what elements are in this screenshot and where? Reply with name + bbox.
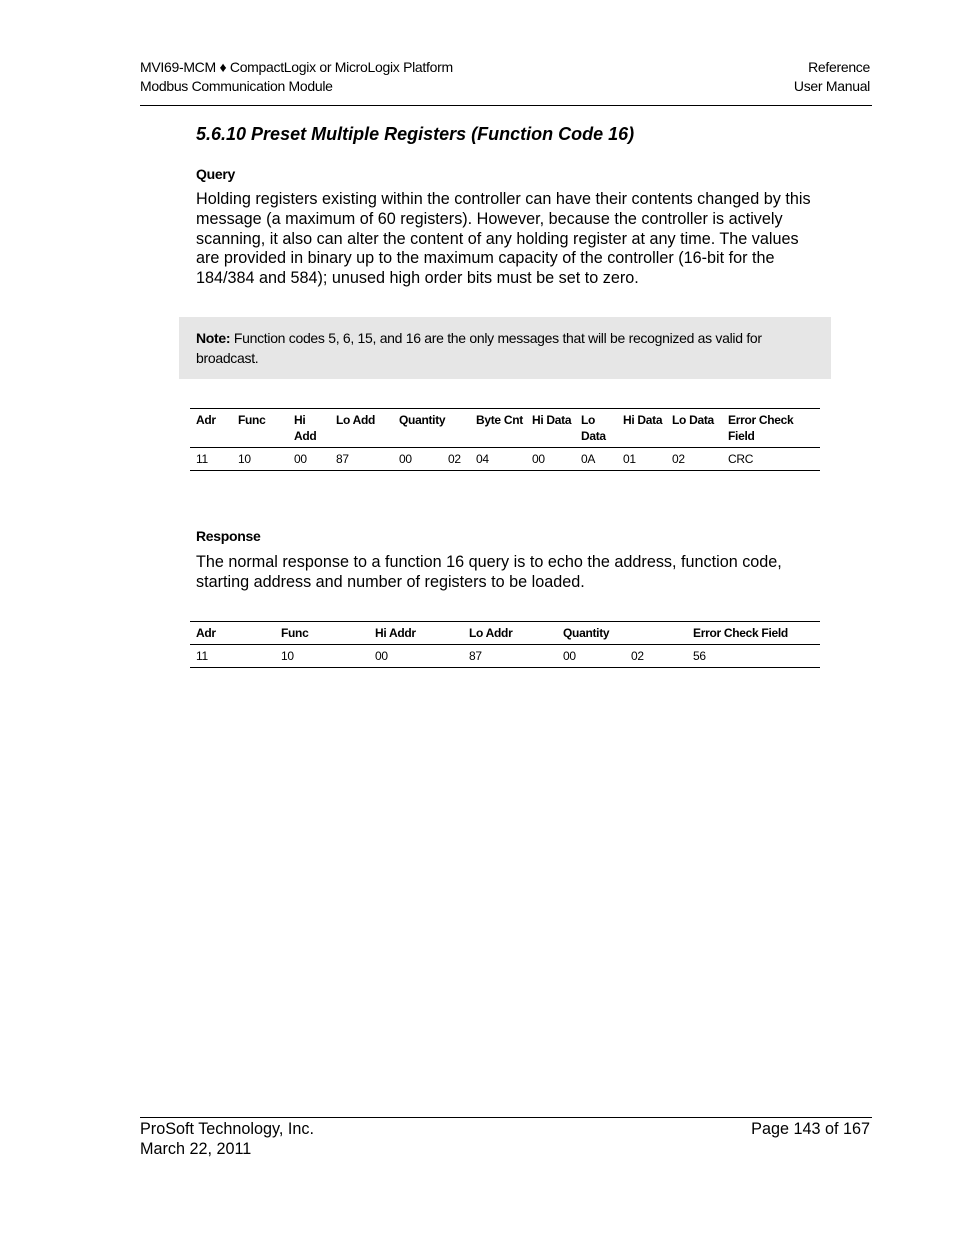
query-col-adr: Adr xyxy=(190,409,232,448)
table-cell: 11 xyxy=(190,645,275,668)
query-col-error-check: Error Check Field xyxy=(722,409,820,448)
response-heading: Response xyxy=(196,528,261,544)
table-row xyxy=(190,448,820,471)
page-number: Page 143 of 167 xyxy=(751,1120,870,1138)
table-cell: 02 xyxy=(625,645,687,668)
query-col-hi-add: Hi Add xyxy=(288,409,330,448)
table-cell: 04 xyxy=(470,448,526,471)
query-col-byte-cnt: Byte Cnt xyxy=(470,409,526,448)
table-cell: 56 xyxy=(687,645,820,668)
query-col-quantity-lo xyxy=(442,409,470,448)
query-col-hi-data-2: Hi Data xyxy=(617,409,666,448)
header-divider xyxy=(140,105,872,106)
query-col-func: Func xyxy=(232,409,288,448)
response-table-header-row xyxy=(190,622,820,645)
page-header-right xyxy=(794,58,870,96)
note-box xyxy=(179,317,831,379)
header-section-line: Reference xyxy=(808,59,870,75)
page-header-left xyxy=(140,58,453,96)
table-cell: 10 xyxy=(232,448,288,471)
response-col-quantity: Quantity xyxy=(557,622,625,645)
table-cell: 10 xyxy=(275,645,369,668)
query-col-lo-data-1: Lo Data xyxy=(575,409,617,448)
table-cell: 02 xyxy=(666,448,722,471)
header-product-line: MVI69-MCM ♦ CompactLogix or MicroLogix Platform xyxy=(140,59,453,75)
response-col-func: Func xyxy=(275,622,369,645)
response-table xyxy=(190,621,820,668)
section-title: 5.6.10 Preset Multiple Registers (Function Code 16) xyxy=(196,124,635,144)
table-cell: 00 xyxy=(288,448,330,471)
response-col-quantity-lo xyxy=(625,622,687,645)
table-cell: 00 xyxy=(369,645,463,668)
note-label: Note: xyxy=(196,330,231,346)
query-col-hi-data-1: Hi Data xyxy=(526,409,575,448)
table-cell: 00 xyxy=(557,645,625,668)
table-cell: 02 xyxy=(442,448,470,471)
query-table xyxy=(190,408,820,471)
response-col-lo-addr: Lo Addr xyxy=(463,622,557,645)
query-col-lo-add: Lo Add xyxy=(330,409,393,448)
query-col-lo-data-2: Lo Data xyxy=(666,409,722,448)
response-col-error-check: Error Check Field xyxy=(687,622,820,645)
table-cell: 11 xyxy=(190,448,232,471)
table-cell: 87 xyxy=(330,448,393,471)
note-text: Function codes 5, 6, 15, and 16 are the only messages that will be recognized as valid for broadcast. xyxy=(196,330,762,366)
table-cell: CRC xyxy=(722,448,820,471)
query-paragraph: Holding registers existing within the controller can have their contents changed by this message (a maximum of 60 registers). However, because the controller is actively scanning, it also can alter the content of any holding register at any time. The values are provided in binary up to the maximum capacity of the controller (16-bit for the 184/384 and 584); unused high order bits must be set to zero. xyxy=(196,190,811,288)
response-col-adr: Adr xyxy=(190,622,275,645)
header-manual-line: User Manual xyxy=(793,78,870,94)
query-heading: Query xyxy=(196,166,235,182)
footer-divider xyxy=(140,1117,872,1118)
table-cell: 00 xyxy=(526,448,575,471)
header-module-line: Modbus Communication Module xyxy=(140,78,333,94)
table-cell: 01 xyxy=(617,448,666,471)
page-footer-left xyxy=(140,1120,314,1159)
table-cell: 87 xyxy=(463,645,557,668)
response-col-hi-addr: Hi Addr xyxy=(369,622,463,645)
query-table-header-row xyxy=(190,409,820,448)
footer-company: ProSoft Technology, Inc. xyxy=(140,1120,314,1138)
footer-date: March 22, 2011 xyxy=(140,1139,252,1158)
query-col-quantity: Quantity xyxy=(393,409,442,448)
table-row xyxy=(190,645,820,668)
response-paragraph: The normal response to a function 16 query is to echo the address, function code, starting address and number of registers to be loaded. xyxy=(196,553,782,591)
table-cell: 00 xyxy=(393,448,442,471)
table-cell: 0A xyxy=(575,448,617,471)
